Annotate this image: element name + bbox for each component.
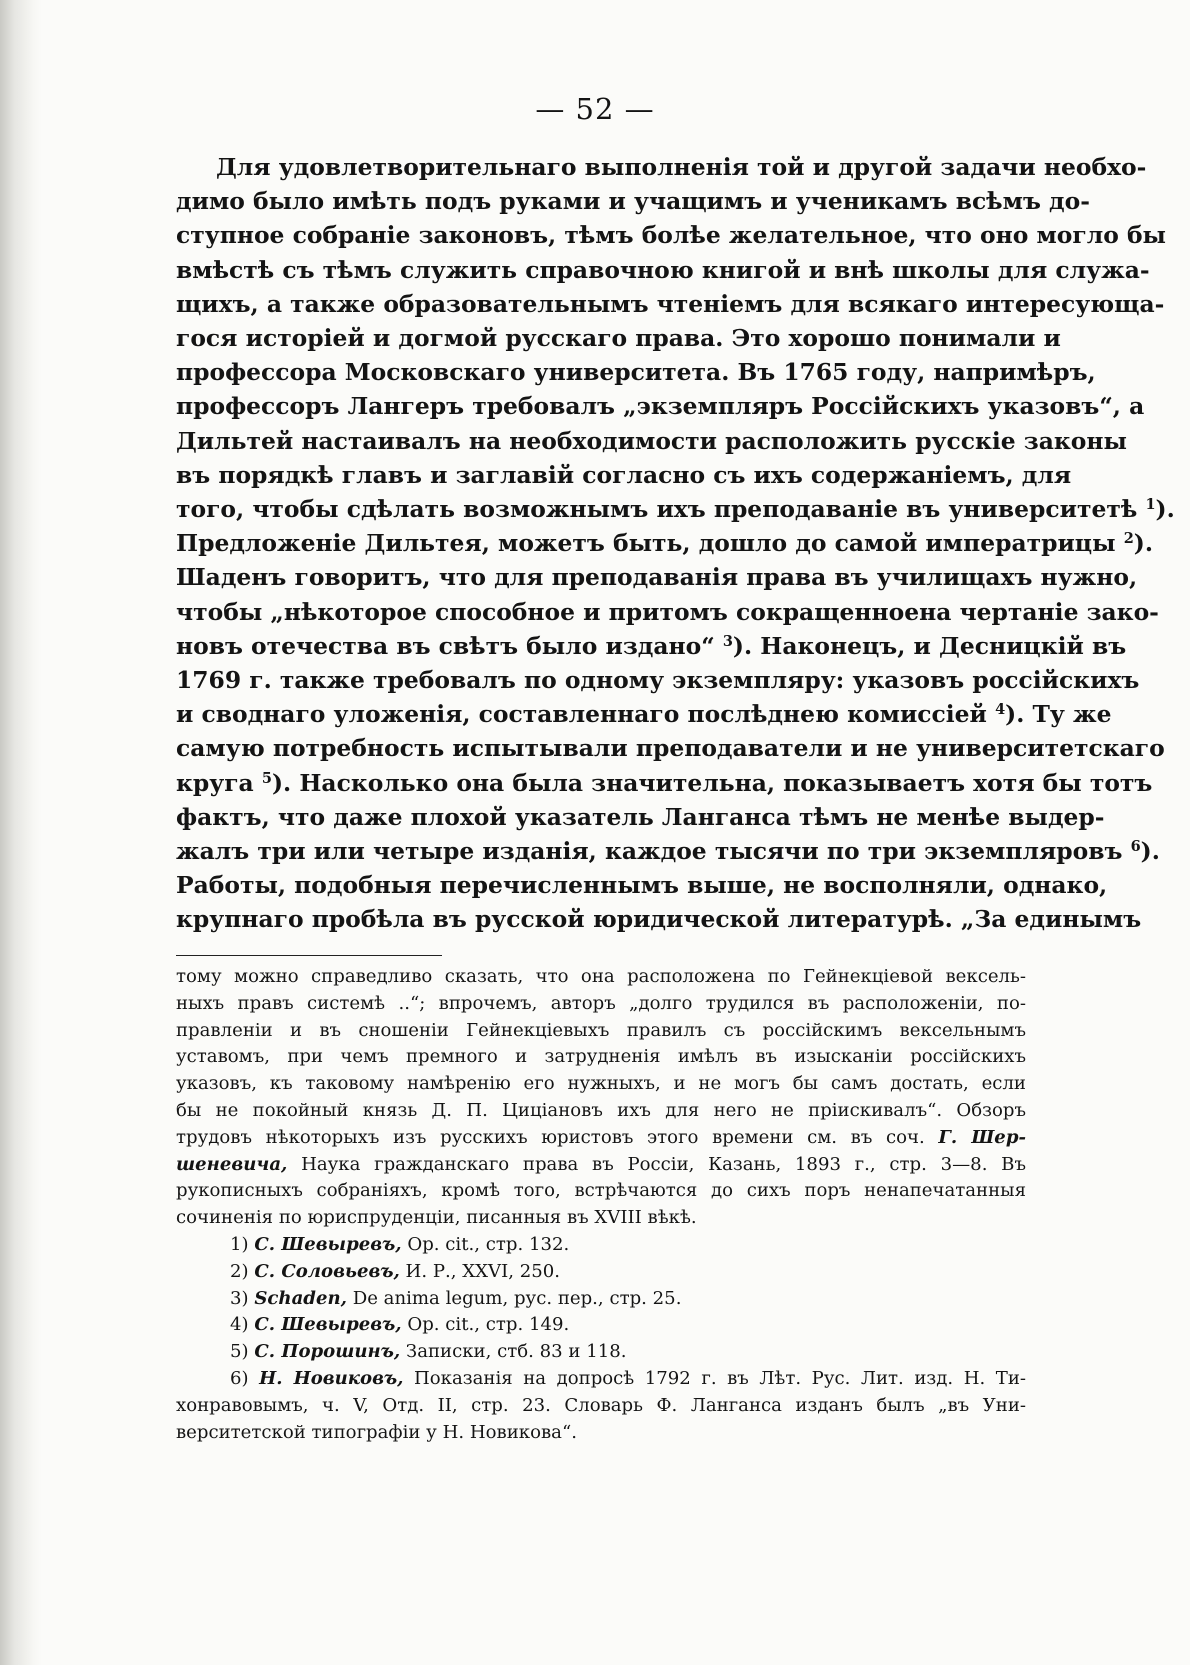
author-name: С. Порошинъ, (254, 1341, 401, 1363)
text-line: самую потребность испытывали преподаватели и не университетскаго (176, 734, 1165, 763)
main-text (176, 150, 1175, 937)
text-segment: ). Ту же (1005, 700, 1112, 729)
footnote-ref-4: 4 (995, 701, 1006, 719)
footnote-ref-3: 3 (722, 632, 733, 650)
footnote-line: уставомъ, при чемъ премного и затрудненія имѣлъ въ изысканіи россійскихъ (176, 1046, 1026, 1068)
text-line (176, 834, 1160, 868)
footnote-1 (176, 1232, 1026, 1259)
footnote-ref-5: 5 (261, 769, 272, 787)
footnote-marker: 5) (230, 1341, 249, 1363)
footnote-text: Показанія на допросѣ 1792 г. въ Лѣт. Рус. Лит. изд. Н. Ти- (403, 1367, 1026, 1389)
footnote-marker: 4) (230, 1314, 249, 1336)
text-line: профессора Московскаго университета. Въ 1765 году, напримѣръ, (176, 358, 1096, 387)
footnote-6 (176, 1366, 1026, 1393)
footnotes-block (176, 964, 1026, 1446)
footnote-line: сочиненія по юриспруденціи, писанныя въ XVIII вѣкѣ. (176, 1207, 697, 1229)
text-segment: ). (1140, 837, 1160, 866)
text-line: чтобы „нѣкоторое способное и притомъ сокращенноена чертаніе зако- (176, 597, 1159, 626)
text-line: димо было имѣть подъ руками и учащимъ и ученикамъ всѣмъ до- (176, 187, 1090, 216)
footnote-5 (176, 1339, 1026, 1366)
footnote-ref-2: 2 (1123, 530, 1134, 548)
text-line (176, 629, 1127, 663)
text-line: Дильтей настаивалъ на необходимости расположить русскіе законы (176, 426, 1127, 455)
text-line: гося исторіей и догмой русскаго права. Это хорошо понимали и (176, 324, 1061, 353)
text-segment: круга (176, 768, 254, 797)
footnote-line: рукописныхъ собраніяхъ, кромѣ того, встрѣчаются до сихъ поръ ненапечатанныя (176, 1180, 1026, 1202)
footnote-ref-1: 1 (1145, 496, 1156, 514)
footnote-marker: 6) (230, 1367, 249, 1389)
text-line: въ порядкѣ главъ и заглавій согласно съ ихъ содержаніемъ, для (176, 460, 1072, 489)
text-line: Работы, подобныя перечисленнымъ выше, не восполняли, однако, (176, 871, 1108, 900)
author-name: С. Шевыревъ, (254, 1233, 402, 1255)
text-line: Для удовлетворительнаго выполненія той и другой задачи необхо- (216, 153, 1147, 181)
footnote-marker: 3) (230, 1287, 249, 1309)
text-line: вмѣстѣ съ тѣмъ служить справочною книгой и внѣ школы для служа- (176, 255, 1150, 284)
author-name: С. Шевыревъ, (254, 1314, 402, 1336)
footnote-text: Op. cit., стр. 132. (401, 1233, 570, 1255)
footnote-line: указовъ, къ таковому намѣренію его нужныхъ, и не могъ бы самъ достать, если (176, 1073, 1026, 1095)
text-segment: трудовъ нѣкоторыхъ изъ русскихъ юристовъ этого времени см. въ соч. (176, 1126, 925, 1148)
text-segment: ). (1155, 495, 1175, 524)
author-name: С. Соловьевъ, (254, 1260, 400, 1282)
text-segment: Предложеніе Дильтея, можетъ быть, дошло до самой императрицы (176, 529, 1116, 558)
footnote-marker: 1) (230, 1233, 249, 1255)
text-line (176, 492, 1175, 526)
page-number: — 52 — (535, 92, 655, 126)
footnote-text: Op. cit., стр. 149. (401, 1314, 570, 1336)
footnote-line: хонравовымъ, ч. V, Отд. II, стр. 23. Словарь Ф. Ланганса изданъ былъ „въ Уни- (176, 1394, 1026, 1416)
footnote-text: И. Р., XXVI, 250. (399, 1260, 561, 1282)
text-segment: ). (1133, 529, 1153, 558)
footnote-line: правленіи и въ сношеніи Гейнекціевыхъ правилъ съ россійскимъ вексельнымъ (176, 1019, 1026, 1041)
text-line: ступное собраніе законовъ, тѣмъ болѣе желательное, что оно могло бы (176, 221, 1167, 250)
text-line (176, 697, 1112, 731)
footnote-4 (176, 1312, 1026, 1339)
text-segment: и своднаго уложенія, составленнаго послѣднею комиссіей (176, 700, 987, 729)
footnote-divider (176, 955, 442, 956)
author-name: шеневича, (176, 1153, 288, 1175)
text-segment: ). Насколько она была значительна, показываетъ хотя бы тотъ (271, 768, 1153, 797)
author-name: Schaden, (254, 1287, 347, 1309)
footnote-marker: 2) (230, 1260, 249, 1282)
footnote-line: бы не покойный князь Д. П. Циціановъ ихъ для него не пріискивалъ“. Обзоръ (176, 1099, 1026, 1121)
text-segment: Наука гражданскаго права въ Россіи, Казань, 1893 г., стр. 3—8. Въ (301, 1153, 1026, 1175)
footnote-text: Записки, стб. 83 и 118. (400, 1341, 627, 1363)
text-line: профессоръ Лангеръ требовалъ „экземпляръ Россійскихъ указовъ“, а (176, 392, 1145, 421)
text-segment: ). Наконецъ, и Десницкій въ (732, 631, 1127, 660)
text-segment: того, чтобы сдѣлать возможнымъ ихъ преподаваніе въ университетѣ (176, 495, 1138, 524)
footnote-ref-6: 6 (1130, 838, 1141, 856)
scan-shadow-edge (0, 0, 42, 1665)
text-line (176, 526, 1153, 560)
text-line: 1769 г. также требовалъ по одному экземпляру: указовъ россійскихъ (176, 666, 1140, 695)
footnote-line (176, 1125, 1026, 1152)
text-segment: жалъ три или четыре изданія, каждое тысячи по три экземпляровъ (176, 837, 1123, 866)
footnote-line: верситетской типографіи у Н. Новикова“. (176, 1421, 577, 1443)
footnote-2 (176, 1259, 1026, 1286)
text-line (176, 766, 1153, 800)
text-segment: новъ отечества въ свѣтъ было издано“ (176, 631, 715, 660)
footnote-line (176, 1152, 1026, 1179)
text-line: щихъ, а также образовательнымъ чтеніемъ для всякаго интересующа- (176, 289, 1165, 318)
text-line: фактъ, что даже плохой указатель Ланганса тѣмъ не менѣе выдер- (176, 802, 1105, 831)
footnote-line: тому можно справедливо сказать, что она расположена по Гейнекціевой вексель- (176, 966, 1026, 987)
footnote-3 (176, 1286, 1026, 1313)
footnote-line: ныхъ правъ системѣ ..“; впрочемъ, авторъ „долго трудился въ расположеніи, по- (176, 992, 1026, 1014)
footnote-text: De anima legum, рус. пер., стр. 25. (346, 1287, 682, 1309)
author-name: Н. Новиковъ, (259, 1367, 404, 1389)
text-line: Шаденъ говоритъ, что для преподаванія права въ училищахъ нужно, (176, 563, 1138, 592)
author-name: Г. Шер- (938, 1126, 1026, 1148)
text-line: крупнаго пробѣла въ русской юридической литературѣ. „За единымъ (176, 905, 1142, 934)
